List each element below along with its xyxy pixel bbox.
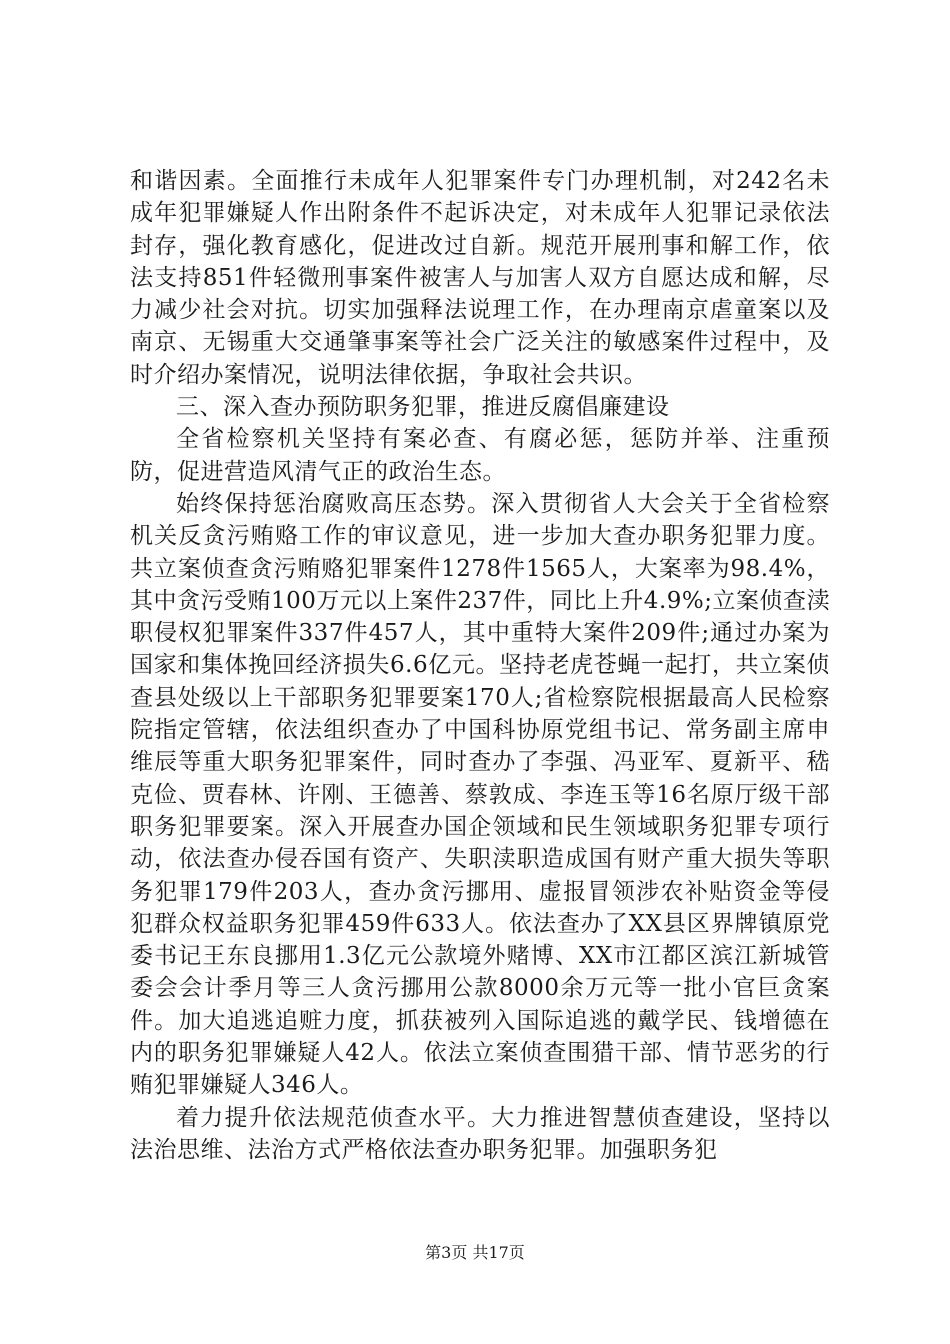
- paragraph: 和谐因素。全面推行未成年人犯罪案件专门办理机制，对242名未成年犯罪嫌疑人作出附条件不起诉决定，对未成年人犯罪记录依法封存，强化教育感化，促进改过自新。规范开展刑事和解工作，依法支持851件轻微刑事案件被害人与加害人双方自愿达成和解，尽力减少社会对抗。切实加强释法说理工作，在办理南京虐童案以及南京、无锡重大交通肇事案等社会广泛关注的敏感案件过程中，及时介绍办案情况，说明法律依据，争取社会共识。: [130, 168, 830, 388]
- section-heading: 三、深入查办预防职务犯罪，推进反腐倡廉建设: [176, 394, 670, 421]
- document-body: [130, 165, 830, 1166]
- paragraph: 始终保持惩治腐败高压态势。深入贯彻省人大会关于全省检察机关反贪污贿赂工作的审议意见，进一步加大查办职务犯罪力度。共立案侦查贪污贿赂犯罪案件1278件1565人，大案率为98.4%，其中贪污受贿100万元以上案件237件，同比上升4.9%;立案侦查渎职侵权犯罪案件337件457人，其中重特大案件209件;通过办案为国家和集体挽回经济损失6.6亿元。坚持老虎苍蝇一起打，共立案侦查县处级以上干部职务犯罪要案170人;省检察院根据最高人民检察院指定管辖，依法组织查办了中国科协原党组书记、常务副主席申维辰等重大职务犯罪案件，同时查办了李强、冯亚军、夏新平、嵇克俭、贾春林、许刚、王德善、蔡敦成、李连玉等16名原厅级干部职务犯罪要案。深入开展查办国企领域和民生领域职务犯罪专项行动，依法查办侵吞国有资产、失职渎职造成国有财产重大损失等职务犯罪179件203人，查办贪污挪用、虚报冒领涉农补贴资金等侵犯群众权益职务犯罪459件633人。依法查办了XX县区界牌镇原党委书记王东良挪用1.3亿元公款境外赌博、XX市江都区滨江新城管委会会计季月等三人贪污挪用公款8000余万元等一批小官巨贪案件。加大追逃追赃力度，抓获被列入国际追逃的戴学民、钱增德在内的职务犯罪嫌疑人42人。依法立案侦查围猎干部、情节恶劣的行贿犯罪嫌疑人346人。: [130, 490, 830, 1099]
- page-footer: 第3页 共17页: [425, 1243, 525, 1262]
- paragraph: 着力提升依法规范侦查水平。大力推进智慧侦查建设，坚持以法治思维、法治方式严格依法查办职务犯罪。加强职务犯: [130, 1104, 830, 1163]
- paragraph: 全省检察机关坚持有案必查、有腐必惩，惩防并举、注重预防，促进营造风清气正的政治生态。: [130, 426, 830, 485]
